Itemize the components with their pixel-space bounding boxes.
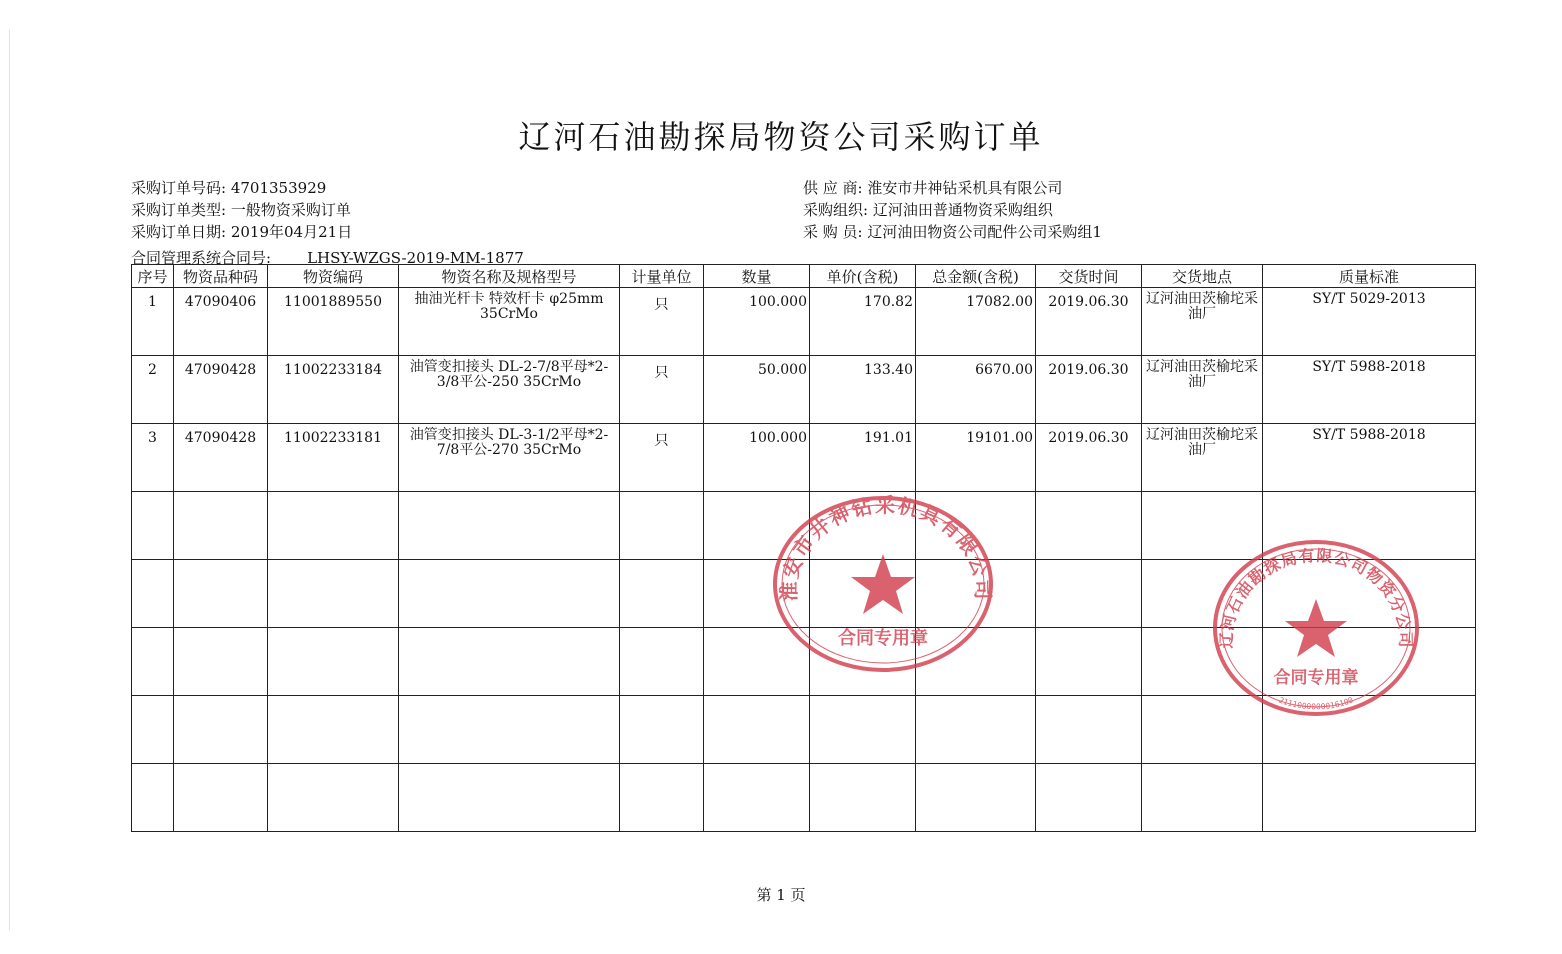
cell-unit: 只 — [620, 424, 704, 492]
cell-total-amount: 17082.00 — [916, 288, 1036, 356]
seal-arc-text: 辽河石油勘探局有限公司物资分公司 — [1216, 545, 1416, 649]
cell-unit-price: 133.40 — [810, 356, 916, 424]
document-title: 辽河石油勘探局物资公司采购订单 — [518, 118, 1044, 156]
star-icon — [851, 554, 915, 614]
cell-quantity: 100.000 — [704, 424, 810, 492]
cell-no: 1 — [132, 288, 174, 356]
seal-arc-text: 淮安市井神钻采机具有限公司 — [776, 493, 996, 602]
col-header-delivery-place: 交货地点 — [1142, 265, 1263, 288]
buyer-value: 辽河油田物资公司配件公司采购组1 — [867, 223, 1102, 241]
page-number: 第 1 页 — [756, 886, 806, 904]
cell-material-name: 抽油光杆卡 特效杆卡 φ25mm 35CrMo — [399, 288, 620, 356]
order-type-value: 一般物资采购订单 — [230, 201, 351, 219]
col-header-unit: 计量单位 — [620, 265, 704, 288]
buyer-row — [803, 221, 1102, 243]
col-header-delivery-date: 交货时间 — [1036, 265, 1142, 288]
supplier-label: 供 应 商: — [803, 179, 863, 197]
order-number-value: 4701353929 — [230, 179, 327, 197]
seal-bottom-text: 合同专用章 — [838, 628, 928, 649]
purchasing-org-row — [803, 199, 1102, 221]
cell-quantity: 50.000 — [704, 356, 810, 424]
col-header-category-code: 物资品种码 — [174, 265, 268, 288]
cell-no: 2 — [132, 356, 174, 424]
cell-quantity: 100.000 — [704, 288, 810, 356]
order-number-label: 采购订单号码: — [131, 179, 227, 197]
cell-quality-standard: SY/T 5988-2018 — [1263, 424, 1476, 492]
cell-material-name: 油管变扣接头 DL-3-1/2平母*2-7/8平公-270 35CrMo — [399, 424, 620, 492]
col-header-total-amount: 总金额(含税) — [916, 265, 1036, 288]
header-left — [131, 177, 352, 243]
purchasing-org-value: 辽河油田普通物资采购组织 — [872, 201, 1053, 219]
table-row — [132, 288, 1476, 356]
cell-material-name: 油管变扣接头 DL-2-7/8平母*2-3/8平公-250 35CrMo — [399, 356, 620, 424]
cell-delivery-date: 2019.06.30 — [1036, 288, 1142, 356]
cell-unit-price: 191.01 — [810, 424, 916, 492]
cell-delivery-place: 辽河油田茨榆坨采油厂 — [1142, 288, 1263, 356]
cell-material-code: 11002233181 — [268, 424, 399, 492]
order-type-row — [131, 199, 352, 221]
cell-total-amount: 19101.00 — [916, 424, 1036, 492]
empty-row — [132, 764, 1476, 832]
col-header-quantity: 数量 — [704, 265, 810, 288]
cell-delivery-date: 2019.06.30 — [1036, 424, 1142, 492]
col-header-quality-standard: 质量标准 — [1263, 265, 1476, 288]
buyer-seal — [1210, 537, 1422, 719]
col-header-material-code: 物资编码 — [268, 265, 399, 288]
cell-total-amount: 6670.00 — [916, 356, 1036, 424]
cell-category-code: 47090428 — [174, 356, 268, 424]
col-header-material-name: 物资名称及规格型号 — [399, 265, 620, 288]
cell-unit: 只 — [620, 288, 704, 356]
supplier-row — [803, 177, 1102, 199]
order-date-label: 采购订单日期: — [131, 223, 227, 241]
table-row — [132, 424, 1476, 492]
cell-quality-standard: SY/T 5988-2018 — [1263, 356, 1476, 424]
table-header-row — [132, 265, 1476, 288]
cell-category-code: 47090428 — [174, 424, 268, 492]
header-right — [803, 177, 1102, 243]
scan-edge — [9, 30, 10, 930]
col-header-no: 序号 — [132, 265, 174, 288]
table-row — [132, 356, 1476, 424]
buyer-label: 采 购 员: — [803, 223, 863, 241]
supplier-value: 淮安市井神钻采机具有限公司 — [867, 179, 1063, 197]
seal-number-text: 2111000000016100 — [1277, 695, 1355, 712]
purchasing-org-label: 采购组织: — [803, 201, 869, 219]
cell-material-code: 11002233184 — [268, 356, 399, 424]
supplier-seal — [770, 492, 996, 676]
cell-unit-price: 170.82 — [810, 288, 916, 356]
cell-category-code: 47090406 — [174, 288, 268, 356]
star-icon — [1285, 599, 1347, 657]
order-type-label: 采购订单类型: — [131, 201, 227, 219]
contract-number-value: LHSY-WZGS-2019-MM-1877 — [307, 249, 524, 267]
order-number-row — [131, 177, 352, 199]
contract-number-label: 合同管理系统合同号: — [131, 249, 272, 267]
cell-delivery-place: 辽河油田茨榆坨采油厂 — [1142, 356, 1263, 424]
order-date-value: 2019年04月21日 — [230, 223, 353, 241]
cell-delivery-place: 辽河油田茨榆坨采油厂 — [1142, 424, 1263, 492]
cell-unit: 只 — [620, 356, 704, 424]
cell-material-code: 11001889550 — [268, 288, 399, 356]
cell-no: 3 — [132, 424, 174, 492]
cell-delivery-date: 2019.06.30 — [1036, 356, 1142, 424]
cell-quality-standard: SY/T 5029-2013 — [1263, 288, 1476, 356]
seal-bottom-text: 合同专用章 — [1273, 668, 1359, 688]
order-date-row — [131, 221, 352, 243]
col-header-unit-price: 单价(含税) — [810, 265, 916, 288]
